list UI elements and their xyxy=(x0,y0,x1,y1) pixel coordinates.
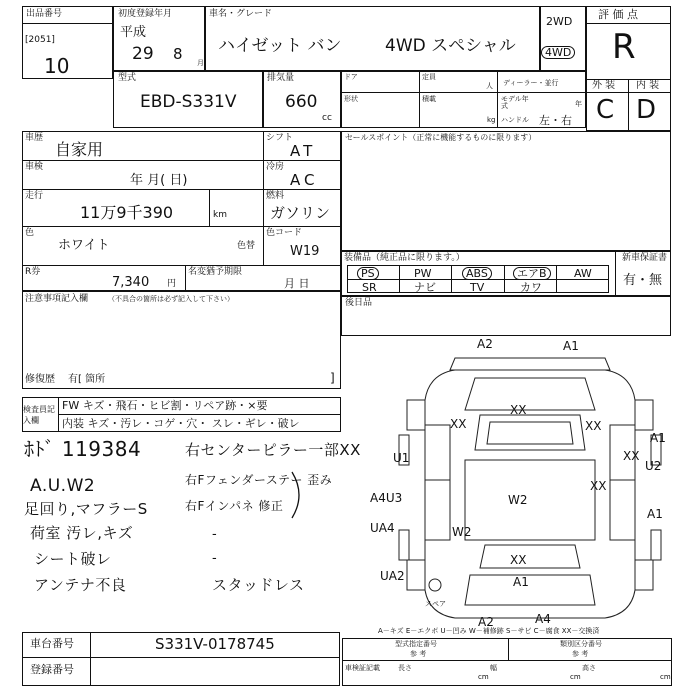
ac-label: 冷房 xyxy=(266,162,285,172)
mark-a2: A2 xyxy=(477,337,493,351)
hw-right1: 右センターピラー一部XX xyxy=(185,441,361,459)
color-change-label: 色替 xyxy=(237,241,256,251)
load-label: 積載 xyxy=(422,95,436,103)
usage-value: 自家用 xyxy=(55,140,104,159)
equip-leather: カワ xyxy=(520,281,542,294)
displacement-value: 660 xyxy=(285,92,318,112)
hw-right4: スタッドレス xyxy=(212,576,305,594)
model-value: EBD-S331V xyxy=(140,92,237,112)
hw-line4: シート破レ xyxy=(34,550,112,568)
recycle-value: 7,340 xyxy=(112,275,150,290)
hw-dash: - xyxy=(212,527,218,542)
repair-label: 修復歴 xyxy=(25,374,55,385)
equip-aw: AW xyxy=(574,267,592,280)
recycle-label: R券 xyxy=(25,267,41,277)
height-label: 高さ xyxy=(582,664,596,672)
car-name: ハイゼット バン xyxy=(218,36,342,56)
drive-4wd: 4WD xyxy=(541,46,575,59)
mileage-value: 11万9千390 xyxy=(80,203,174,222)
inspection-value: 年 月( 日) xyxy=(130,173,188,188)
width-label: 幅 xyxy=(490,664,497,672)
lot-label: 出品番号 xyxy=(26,9,63,19)
spec-cert-box xyxy=(342,638,672,686)
usage-label: 車歴 xyxy=(25,133,44,143)
hw-line3: 荷室 汚レ,キズ xyxy=(30,524,134,542)
height-unit: cm xyxy=(660,673,671,681)
hw-bracket xyxy=(290,470,310,520)
recycle-unit: 円 xyxy=(167,279,177,289)
mark-w2-mid: W2 xyxy=(508,493,528,507)
equip-pw: PW xyxy=(414,267,432,280)
mileage-unit: km xyxy=(213,210,227,220)
ac-value: AC xyxy=(290,171,319,189)
model-year-label: モデル年式 xyxy=(501,95,529,110)
equip-ps: PS xyxy=(357,267,379,280)
repair-value: 有[ 箇所 xyxy=(68,374,106,385)
mark-u1: U1 xyxy=(393,451,410,465)
model-cert-label: 型式指定番号 xyxy=(395,640,437,648)
car-name-label: 車名・グレード xyxy=(209,9,273,19)
model-label: 型式 xyxy=(118,73,137,83)
grade: 4WD スペシャル xyxy=(385,36,516,56)
mark-xx-r: XX xyxy=(623,449,640,463)
class-label: 類別区分番号 xyxy=(560,640,602,648)
inspection-label: 車検 xyxy=(25,162,44,172)
equip-tv: TV xyxy=(470,281,485,294)
int-label: 内 装 xyxy=(636,80,660,91)
mark-xx-b: XX xyxy=(510,553,527,567)
mark-a1-top: A1 xyxy=(563,339,579,353)
color-value: ホワイト xyxy=(58,238,110,253)
lot-prefix: [2051] xyxy=(25,35,55,45)
door-label: ドア xyxy=(344,73,358,81)
chassis-value: S331V-0178745 xyxy=(155,635,275,653)
displacement-unit: cc xyxy=(322,113,332,123)
mileage-label: 走行 xyxy=(25,191,44,201)
ref-label-1: 参 考 xyxy=(410,650,427,658)
shift-label: シフト xyxy=(266,133,294,143)
mark-ua2: UA2 xyxy=(380,569,405,583)
width-unit: cm xyxy=(570,673,581,681)
color-label: 色 xyxy=(25,228,35,238)
length-label: 長さ xyxy=(398,664,412,672)
warranty-label: 新車保証書 xyxy=(622,253,668,263)
equip-airbag: エアB xyxy=(513,267,551,280)
repair-bracket: ] xyxy=(330,371,335,385)
color-code-label: 色コード xyxy=(266,228,303,238)
aftermarket-box xyxy=(341,296,671,336)
era: 平成 xyxy=(120,25,147,40)
chassis-label: 車台番号 xyxy=(30,637,74,650)
year-unit: 年 xyxy=(575,100,582,108)
mark-a1-r2: A1 xyxy=(647,507,663,521)
mark-xx-mid: XX xyxy=(590,479,607,493)
month: 8 xyxy=(173,45,183,63)
notes-sublabel: （不具合の箇所は必ず記入して下さい） xyxy=(108,295,234,303)
mark-a4u3: A4U3 xyxy=(370,491,403,505)
hw-odometer: ﾎﾄﾞ 119384 xyxy=(24,437,142,461)
inspector-label: 検査員記入欄 xyxy=(23,405,55,425)
fuel-label: 燃料 xyxy=(266,191,285,201)
fw-line: FW キズ・飛石・ヒビ割・リペア跡・×要 xyxy=(62,399,268,412)
color-code-value: W19 xyxy=(290,244,320,259)
capacity-label: 定員 xyxy=(422,73,436,81)
sales-point-label: セールスポイント（正常に機能するものに限ります） xyxy=(345,133,537,142)
hw-right2: 右Fフェンダーステー 歪み xyxy=(185,473,333,487)
mark-a2-b: A2 xyxy=(478,615,494,629)
hw-line1: A.U.W2 xyxy=(30,476,96,496)
length-unit: cm xyxy=(478,673,489,681)
spare-label: スペア xyxy=(425,600,446,608)
dealer-label: ディーラー・並行 xyxy=(503,79,559,87)
mark-u2: U2 xyxy=(645,459,662,473)
equip-abs: ABS xyxy=(462,267,492,280)
mark-a1-b: A1 xyxy=(513,575,529,589)
lot-number: 10 xyxy=(44,54,70,78)
int-value: D xyxy=(636,95,657,125)
equipment-label: 装備品（純正品に限ります。） xyxy=(344,253,465,263)
mark-xx1: XX xyxy=(510,403,527,417)
registration-label: 初度登録年月 xyxy=(118,9,173,19)
sales-point-box xyxy=(341,131,671,251)
year: 29 xyxy=(132,44,154,64)
shift-value: AT xyxy=(290,142,317,160)
mark-w2-left: W2 xyxy=(452,525,472,539)
mark-xx2: XX xyxy=(450,417,467,431)
handle-value: 左・右 xyxy=(539,114,572,127)
aftermarket-label: 後日品 xyxy=(345,298,373,308)
ext-label: 外 装 xyxy=(592,80,616,91)
month-unit: 月 xyxy=(197,59,204,67)
kg-label: kg xyxy=(487,116,496,124)
warranty-value: 有・無 xyxy=(623,273,663,288)
mark-ua4: UA4 xyxy=(370,521,395,535)
drive-2wd: 2WD xyxy=(546,15,573,28)
reg-number-label: 登録番号 xyxy=(30,663,74,676)
cert-label: 車検証記載 xyxy=(345,664,380,672)
handle-label: ハンドル xyxy=(501,116,529,124)
shape-label: 形状 xyxy=(344,95,358,103)
ext-value: C xyxy=(596,95,615,125)
fuel-value: ガソリン xyxy=(270,204,331,222)
hw-dash2: - xyxy=(212,551,218,566)
period-label: 名変猶予期限 xyxy=(188,267,243,277)
interior-line: 内装 キズ・汚レ・コゲ・穴・ スレ・ギレ・破レ xyxy=(62,417,300,430)
hw-line2: 足回り,マフラーS xyxy=(24,500,148,518)
ref-label-2: 参 考 xyxy=(572,650,589,658)
notes-label: 注意事項記入欄 xyxy=(25,294,89,304)
period-value: 月 日 xyxy=(284,277,310,290)
equip-sr: SR xyxy=(362,281,377,294)
capacity-unit: 人 xyxy=(486,82,493,90)
grade-label: 評 価 点 xyxy=(598,8,638,21)
car-damage-diagram xyxy=(370,337,680,630)
displacement-label: 排気量 xyxy=(267,73,295,83)
hw-right3: 右Fインパネ 修正 xyxy=(185,499,284,513)
mark-xx3: XX xyxy=(585,419,602,433)
mark-a1-r: A1 xyxy=(650,431,666,445)
equip-navi: ナビ xyxy=(414,281,436,294)
hw-line5: アンテナ不良 xyxy=(34,576,127,594)
mark-a4-b: A4 xyxy=(535,612,551,626)
grade-value: R xyxy=(612,27,636,67)
legend: A－キズ E－エクボ U－凹み W－補修跡 S－サビ C－腐食 XX－交換済 xyxy=(378,627,600,635)
